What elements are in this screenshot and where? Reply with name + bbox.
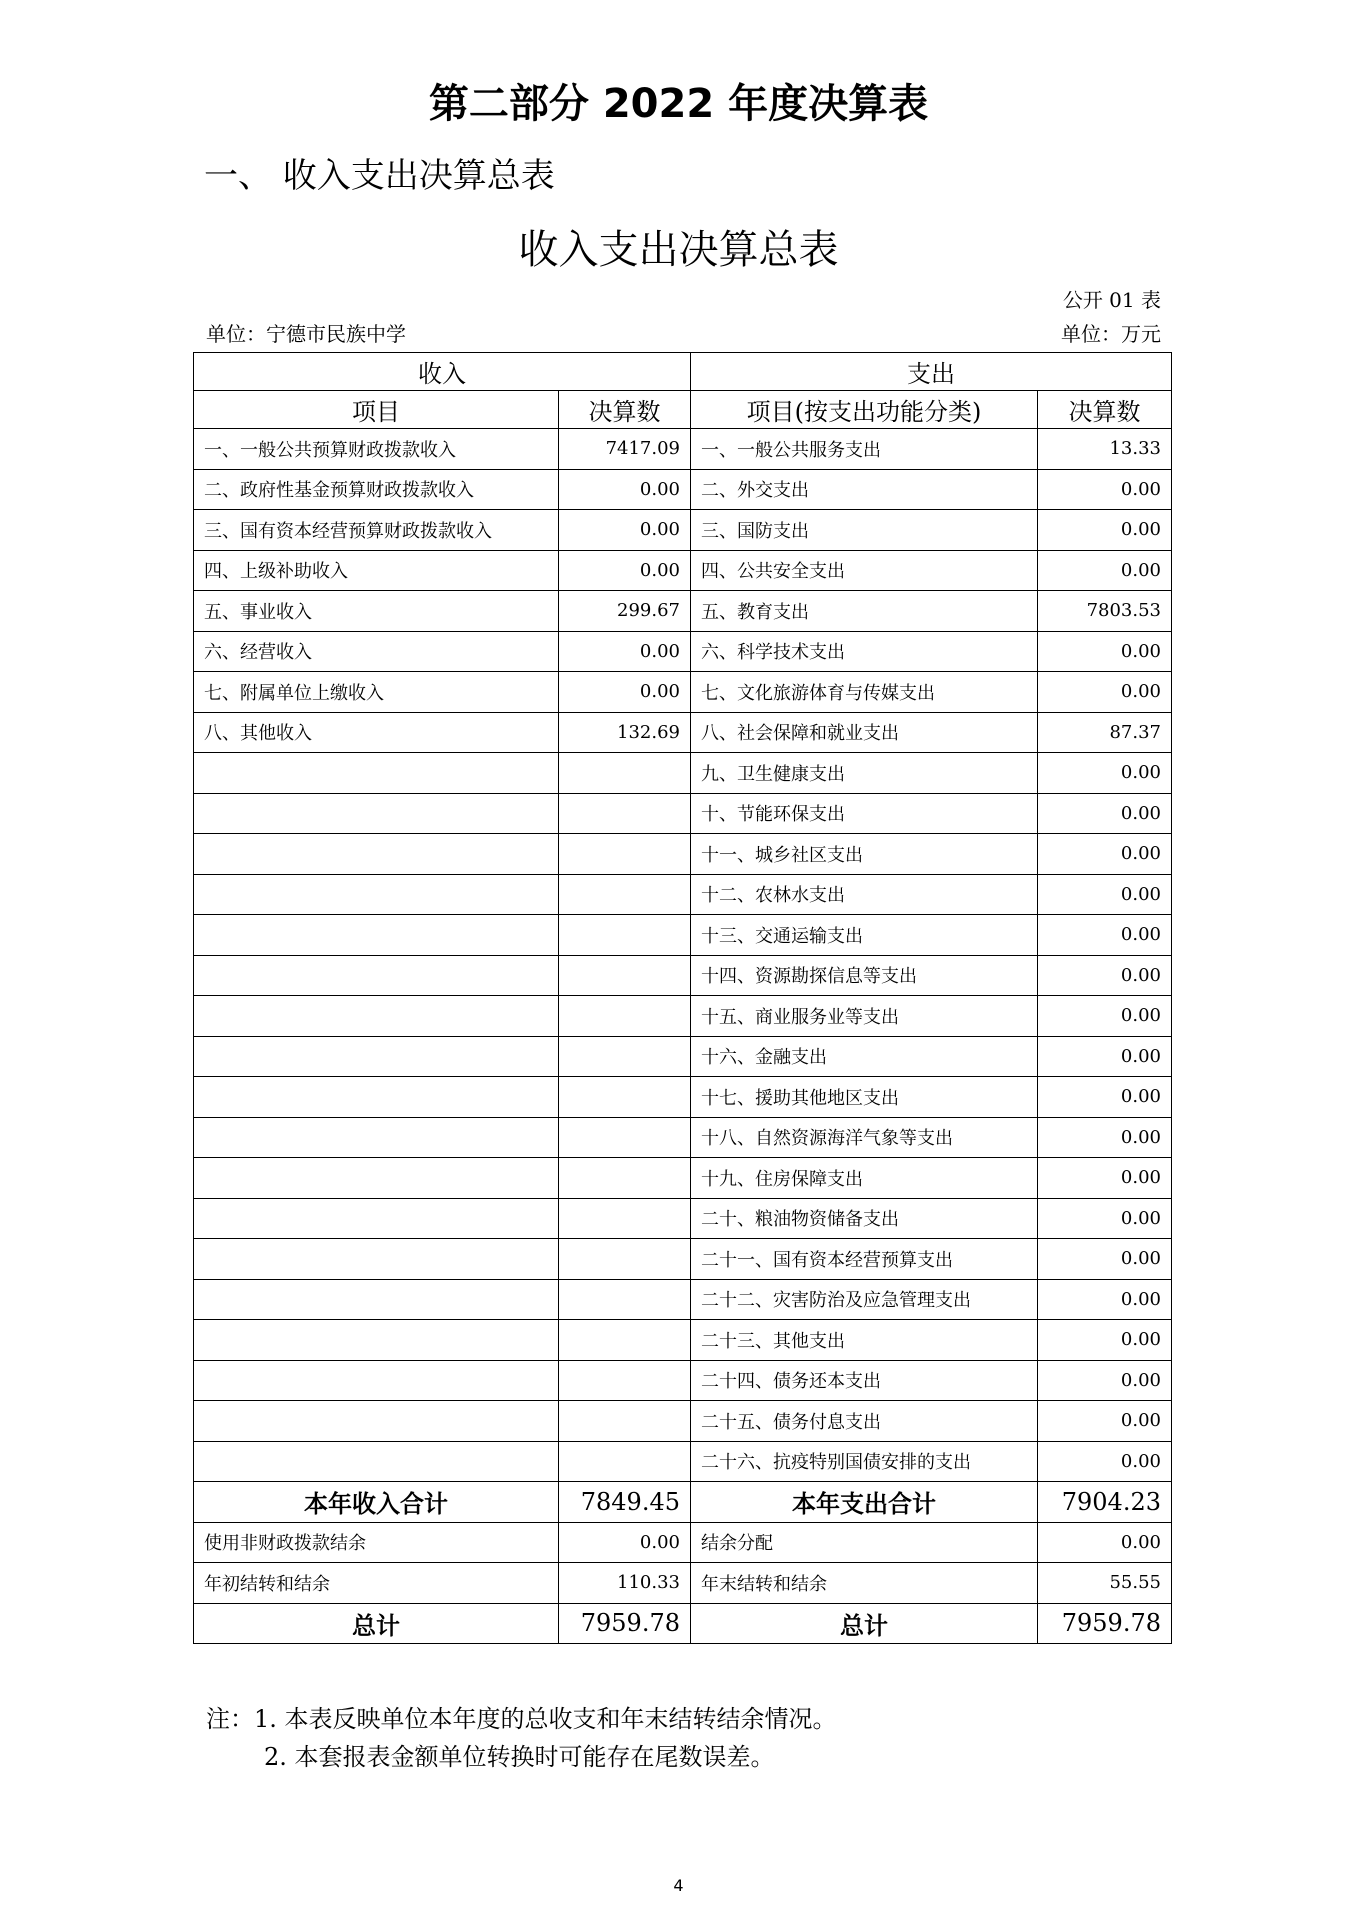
expense-item: 四、公共安全支出 xyxy=(691,550,1038,591)
expense-amount: 0.00 xyxy=(1038,753,1172,794)
notes xyxy=(206,1700,837,1776)
income-item xyxy=(194,1441,559,1482)
expense-amount: 0.00 xyxy=(1038,996,1172,1037)
income-item xyxy=(194,1117,559,1158)
income-amount xyxy=(559,793,691,834)
table-row xyxy=(194,1563,1172,1604)
income-amount xyxy=(559,1077,691,1118)
table-body xyxy=(194,429,1172,1482)
year-income-total-amount: 7849.45 xyxy=(559,1482,691,1523)
table-row xyxy=(194,955,1172,996)
income-amount: 0.00 xyxy=(559,510,691,551)
expense-item: 十三、交通运输支出 xyxy=(691,915,1038,956)
table-row xyxy=(194,915,1172,956)
expense-amount: 0.00 xyxy=(1038,955,1172,996)
expense-amount: 0.00 xyxy=(1038,1320,1172,1361)
expense-item: 十五、商业服务业等支出 xyxy=(691,996,1038,1037)
income-item xyxy=(194,915,559,956)
income-amount xyxy=(559,1198,691,1239)
income-amount xyxy=(559,955,691,996)
income-amount: 7417.09 xyxy=(559,429,691,470)
table-row xyxy=(194,753,1172,794)
note-line-2: 2. 本套报表金额单位转换时可能存在尾数误差。 xyxy=(264,1743,775,1771)
expense-amount: 0.00 xyxy=(1038,1198,1172,1239)
unit-name: 单位：宁德市民族中学 xyxy=(206,322,406,346)
table-row xyxy=(194,550,1172,591)
expense-amount: 0.00 xyxy=(1038,631,1172,672)
col-amount-header: 决算数 xyxy=(559,391,691,429)
income-item xyxy=(194,1077,559,1118)
expense-amount: 0.00 xyxy=(1038,915,1172,956)
income-amount xyxy=(559,1401,691,1442)
expense-amount: 87.37 xyxy=(1038,712,1172,753)
expense-item: 二十三、其他支出 xyxy=(691,1320,1038,1361)
expense-amount: 0.00 xyxy=(1038,1401,1172,1442)
table-row xyxy=(194,631,1172,672)
income-amount: 0.00 xyxy=(559,631,691,672)
currency-unit: 单位：万元 xyxy=(1061,322,1161,346)
income-amount xyxy=(559,996,691,1037)
note-line-1: 注：1. 本表反映单位本年度的总收支和年末结转结余情况。 xyxy=(206,1705,837,1733)
income-amount xyxy=(559,1320,691,1361)
income-amount xyxy=(559,1441,691,1482)
table-row xyxy=(194,1401,1172,1442)
income-item xyxy=(194,1320,559,1361)
expense-item: 十二、农林水支出 xyxy=(691,874,1038,915)
expense-item: 结余分配 xyxy=(691,1522,1038,1563)
income-amount: 0.00 xyxy=(559,1522,691,1563)
table-row xyxy=(194,1360,1172,1401)
expense-amount: 0.00 xyxy=(1038,550,1172,591)
income-item xyxy=(194,793,559,834)
expense-amount: 0.00 xyxy=(1038,1441,1172,1482)
expense-item: 二十五、债务付息支出 xyxy=(691,1401,1038,1442)
table-row xyxy=(194,1198,1172,1239)
table-row xyxy=(194,874,1172,915)
income-item: 二、政府性基金预算财政拨款收入 xyxy=(194,469,559,510)
table-row xyxy=(194,834,1172,875)
table-row xyxy=(194,429,1172,470)
table-row xyxy=(194,1279,1172,1320)
income-item xyxy=(194,1158,559,1199)
expense-item: 九、卫生健康支出 xyxy=(691,753,1038,794)
expense-amount: 0.00 xyxy=(1038,874,1172,915)
table-row xyxy=(194,510,1172,551)
income-amount: 0.00 xyxy=(559,672,691,713)
table-row xyxy=(194,1239,1172,1280)
income-amount xyxy=(559,1036,691,1077)
expense-amount: 0.00 xyxy=(1038,1279,1172,1320)
income-amount xyxy=(559,753,691,794)
expense-amount: 0.00 xyxy=(1038,793,1172,834)
income-item xyxy=(194,1360,559,1401)
expense-item: 二十一、国有资本经营预算支出 xyxy=(691,1239,1038,1280)
budget-table xyxy=(193,352,1172,1644)
expense-amount: 0.00 xyxy=(1038,469,1172,510)
expense-item: 六、科学技术支出 xyxy=(691,631,1038,672)
income-item xyxy=(194,874,559,915)
expense-item: 十四、资源勘探信息等支出 xyxy=(691,955,1038,996)
expense-header: 支出 xyxy=(691,353,1172,391)
expense-item: 二十、粮油物资储备支出 xyxy=(691,1198,1038,1239)
expense-item: 二十四、债务还本支出 xyxy=(691,1360,1038,1401)
expense-item: 十九、住房保障支出 xyxy=(691,1158,1038,1199)
col-item-expense-header: 项目(按支出功能分类) xyxy=(691,391,1038,429)
table-row xyxy=(194,591,1172,632)
form-code: 公开 01 表 xyxy=(1062,288,1161,312)
section-title: 一、 收入支出决算总表 xyxy=(204,156,555,196)
expense-item: 八、社会保障和就业支出 xyxy=(691,712,1038,753)
expense-item: 年末结转和结余 xyxy=(691,1563,1038,1604)
table-row xyxy=(194,1320,1172,1361)
expense-amount: 0.00 xyxy=(1038,1036,1172,1077)
table-row xyxy=(194,1441,1172,1482)
table-section-header xyxy=(194,353,1172,391)
expense-item: 十八、自然资源海洋气象等支出 xyxy=(691,1117,1038,1158)
table-column-header xyxy=(194,391,1172,429)
col-amount-expense-header: 决算数 xyxy=(1038,391,1172,429)
expense-amount: 0.00 xyxy=(1038,1158,1172,1199)
expense-amount: 0.00 xyxy=(1038,1077,1172,1118)
grand-expense-total-amount: 7959.78 xyxy=(1038,1603,1172,1644)
expense-item: 三、国防支出 xyxy=(691,510,1038,551)
table-row xyxy=(194,1522,1172,1563)
year-expense-total-amount: 7904.23 xyxy=(1038,1482,1172,1523)
expense-item: 二十二、灾害防治及应急管理支出 xyxy=(691,1279,1038,1320)
table-row xyxy=(194,1158,1172,1199)
expense-item: 七、文化旅游体育与传媒支出 xyxy=(691,672,1038,713)
table-row xyxy=(194,469,1172,510)
expense-amount: 7803.53 xyxy=(1038,591,1172,632)
expense-item: 十七、援助其他地区支出 xyxy=(691,1077,1038,1118)
income-amount: 132.69 xyxy=(559,712,691,753)
table-row xyxy=(194,1077,1172,1118)
grand-expense-total-label: 总计 xyxy=(691,1603,1038,1644)
income-item: 一、一般公共预算财政拨款收入 xyxy=(194,429,559,470)
expense-amount: 0.00 xyxy=(1038,1117,1172,1158)
expense-amount: 55.55 xyxy=(1038,1563,1172,1604)
expense-amount: 0.00 xyxy=(1038,510,1172,551)
year-income-total-label: 本年收入合计 xyxy=(194,1482,559,1523)
expense-amount: 0.00 xyxy=(1038,672,1172,713)
grand-total-row xyxy=(194,1603,1172,1644)
income-amount xyxy=(559,1158,691,1199)
income-amount: 0.00 xyxy=(559,550,691,591)
table-row xyxy=(194,1036,1172,1077)
page-number: 4 xyxy=(673,1876,684,1895)
income-item xyxy=(194,1036,559,1077)
income-item xyxy=(194,753,559,794)
col-item-header: 项目 xyxy=(194,391,559,429)
expense-item: 十一、城乡社区支出 xyxy=(691,834,1038,875)
part-title: 第二部分 2022 年度决算表 xyxy=(428,81,929,127)
table-row xyxy=(194,712,1172,753)
income-item xyxy=(194,955,559,996)
income-amount xyxy=(559,874,691,915)
year-total-row xyxy=(194,1482,1172,1523)
expense-amount: 0.00 xyxy=(1038,834,1172,875)
income-item: 八、其他收入 xyxy=(194,712,559,753)
income-amount xyxy=(559,1279,691,1320)
income-item: 使用非财政拨款结余 xyxy=(194,1522,559,1563)
income-item: 四、上级补助收入 xyxy=(194,550,559,591)
table-row xyxy=(194,996,1172,1037)
income-amount: 110.33 xyxy=(559,1563,691,1604)
income-item xyxy=(194,834,559,875)
table-row xyxy=(194,1117,1172,1158)
income-item xyxy=(194,1198,559,1239)
grand-income-total-label: 总计 xyxy=(194,1603,559,1644)
expense-item: 二、外交支出 xyxy=(691,469,1038,510)
expense-item: 一、一般公共服务支出 xyxy=(691,429,1038,470)
income-item xyxy=(194,1279,559,1320)
expense-amount: 13.33 xyxy=(1038,429,1172,470)
expense-amount: 0.00 xyxy=(1038,1522,1172,1563)
expense-item: 二十六、抗疫特别国债安排的支出 xyxy=(691,1441,1038,1482)
income-amount: 0.00 xyxy=(559,469,691,510)
income-amount xyxy=(559,1239,691,1280)
table-row xyxy=(194,793,1172,834)
income-item xyxy=(194,1401,559,1442)
income-amount xyxy=(559,1360,691,1401)
income-item: 年初结转和结余 xyxy=(194,1563,559,1604)
table-title: 收入支出决算总表 xyxy=(518,227,839,273)
income-item xyxy=(194,1239,559,1280)
income-amount xyxy=(559,1117,691,1158)
income-amount xyxy=(559,915,691,956)
expense-item: 十、节能环保支出 xyxy=(691,793,1038,834)
income-header: 收入 xyxy=(194,353,691,391)
income-amount xyxy=(559,834,691,875)
table-row xyxy=(194,672,1172,713)
grand-income-total-amount: 7959.78 xyxy=(559,1603,691,1644)
expense-amount: 0.00 xyxy=(1038,1360,1172,1401)
income-item xyxy=(194,996,559,1037)
income-item: 七、附属单位上缴收入 xyxy=(194,672,559,713)
income-item: 三、国有资本经营预算财政拨款收入 xyxy=(194,510,559,551)
expense-item: 十六、金融支出 xyxy=(691,1036,1038,1077)
income-item: 五、事业收入 xyxy=(194,591,559,632)
year-expense-total-label: 本年支出合计 xyxy=(691,1482,1038,1523)
expense-item: 五、教育支出 xyxy=(691,591,1038,632)
expense-amount: 0.00 xyxy=(1038,1239,1172,1280)
income-amount: 299.67 xyxy=(559,591,691,632)
income-item: 六、经营收入 xyxy=(194,631,559,672)
